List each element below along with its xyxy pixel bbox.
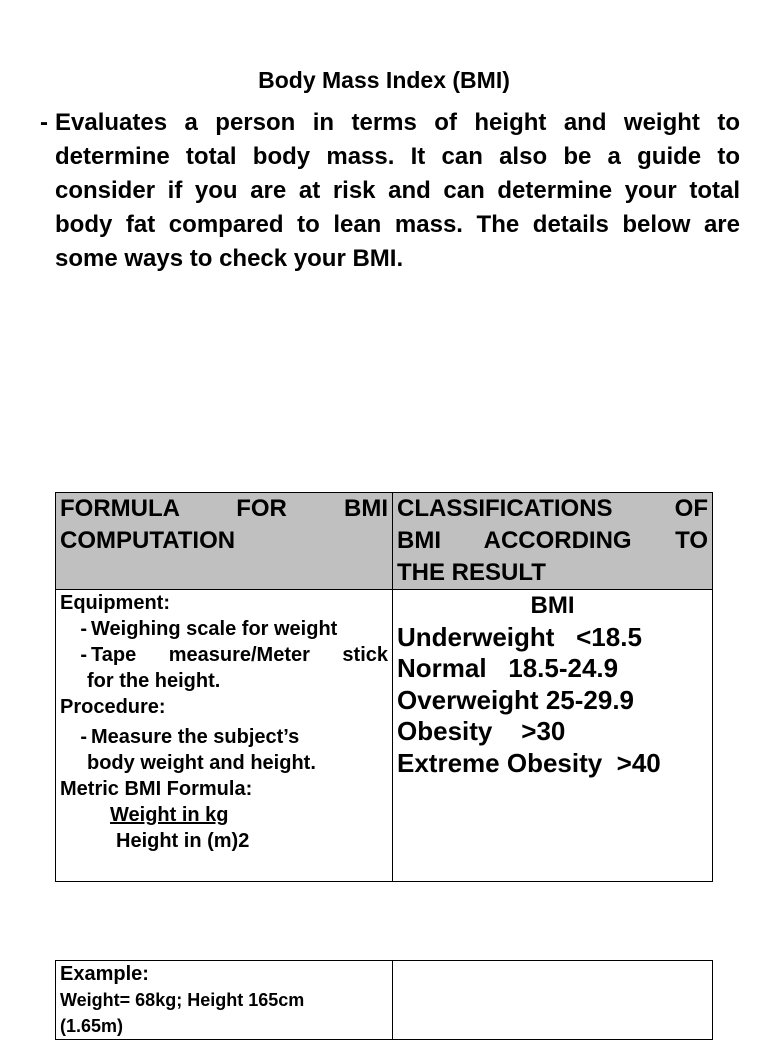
example-empty-cell — [393, 961, 713, 1040]
example-table — [55, 960, 713, 1040]
formula-numerator: Weight in kg — [110, 804, 229, 826]
bmi-table-header-row — [56, 493, 713, 590]
header-classifications-line1: CLASSIFICATIONS OF — [397, 495, 708, 522]
example-line-2: (1.65m) — [60, 1016, 124, 1036]
formula-denominator: Height in (m)2 — [116, 830, 250, 852]
document-title: Body Mass Index (BMI) — [258, 67, 510, 93]
header-formula — [56, 493, 393, 590]
formula-cell — [56, 590, 393, 882]
classification-overweight: Overweight 25-29.9 — [397, 684, 634, 715]
classification-normal: Normal 18.5-24.9 — [397, 653, 619, 683]
procedure-item-cont: body weight and height. — [87, 752, 316, 774]
equipment-label: Equipment: — [60, 592, 170, 614]
procedure-item: Measure the subject’s — [91, 726, 300, 748]
classification-obesity: Obesity >30 — [397, 716, 566, 746]
bmi-table — [55, 492, 713, 882]
header-classifications-line3: THE RESULT — [397, 559, 546, 586]
formula-label: Metric BMI Formula: — [60, 778, 253, 800]
list-item — [60, 724, 388, 750]
example-row — [56, 961, 713, 1040]
list-item — [60, 616, 388, 642]
header-classifications-line2: BMI ACCORDING TO — [397, 527, 708, 554]
header-classifications — [393, 493, 713, 590]
intro-paragraph — [40, 106, 740, 276]
list-item — [60, 642, 388, 668]
list-dash: - — [80, 618, 87, 640]
procedure-label: Procedure: — [60, 696, 166, 718]
example-heading: Example: — [60, 963, 149, 985]
bmi-heading: BMI — [530, 592, 575, 619]
equipment-item-scale: Weighing scale for weight — [91, 618, 338, 640]
example-line-1: Weight= 68kg; Height 165cm — [60, 990, 305, 1010]
list-dash: - — [80, 644, 87, 666]
list-dash: - — [80, 726, 87, 748]
intro-text: Evaluates a person in terms of height and weight to determine total body mass. It can also be a guide to consider if you are at risk and can determine your total body fat compared to lean mass. The details below are some ways to check your BMI. — [55, 109, 740, 272]
equipment-item-tape-cont: for the height. — [87, 670, 221, 692]
intro-bullet-dash: - — [40, 109, 48, 136]
classification-underweight: Underweight <18.5 — [397, 621, 642, 652]
header-formula-line1: FORMULA FOR BMI — [60, 495, 388, 522]
example-cell — [56, 961, 393, 1040]
header-formula-line2: COMPUTATION — [60, 527, 236, 554]
equipment-item-tape: Tape measure/Meter stick — [91, 644, 388, 666]
classification-cell — [393, 590, 713, 882]
classification-extreme-obesity: Extreme Obesity >40 — [397, 747, 661, 778]
bmi-table-body-row — [56, 590, 713, 882]
